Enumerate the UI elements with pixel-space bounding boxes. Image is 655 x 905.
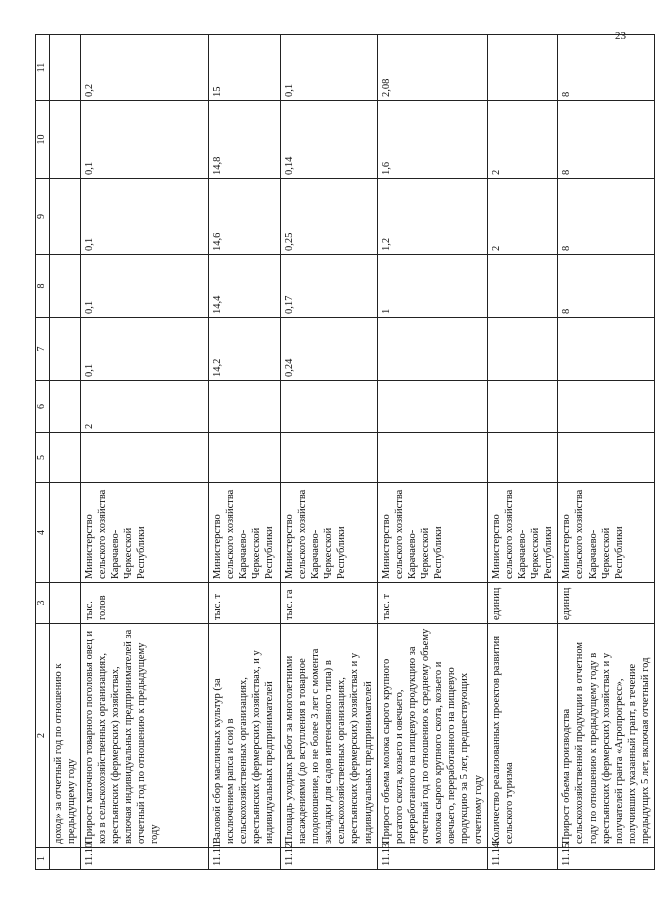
value-col6 <box>487 381 558 433</box>
value-col8: 0,17 <box>280 255 377 318</box>
value-col6: 2 <box>80 381 208 433</box>
header-cell: 9 <box>36 179 50 255</box>
row-id: 11.15 <box>558 848 655 870</box>
row-executor: Министерство сельского хозяйства Карачаево-Черкесской Республики <box>208 483 280 583</box>
value-col9: 0,1 <box>80 179 208 255</box>
header-cell: 1 <box>36 848 50 870</box>
table-row <box>558 35 655 870</box>
row-executor: Министерство сельского хозяйства Карачаево-Черкесской Республики <box>80 483 208 583</box>
value-col11: 15 <box>208 35 280 101</box>
cell-empty <box>49 433 80 483</box>
table-row <box>280 35 377 870</box>
header-cell: 10 <box>36 101 50 179</box>
rotated-table-wrapper <box>35 35 651 870</box>
value-col11 <box>487 35 558 101</box>
row-id: 11.14 <box>487 848 558 870</box>
table-row <box>80 35 208 870</box>
cell-empty <box>49 848 80 870</box>
row-name: Площадь уходных работ за многолетними насаждениями (до вступления в товарное плодоношение, но не более 3 лет с момента закладки для садов интенсивного типа) в сельскохозяйственных организациях, крестьянских (фермерских) хозяйствах и у индивидуальных предпринимателей <box>280 624 377 848</box>
value-col11: 8 <box>558 35 655 101</box>
value-col7: 0,24 <box>280 318 377 381</box>
value-col10: 8 <box>558 101 655 179</box>
value-col6 <box>377 381 487 433</box>
value-col9: 2 <box>487 179 558 255</box>
value-col10: 0,14 <box>280 101 377 179</box>
value-col9: 0,25 <box>280 179 377 255</box>
row-name: Прирост объема производства сельскохозяйственной продукции в отчетном году по отношению к предыдущему году в крестьянских (фермерских) хозяйствах и у получателей гранта «Агропрогресс», получивших указанный грант, в течение предыдущих 5 лет, включая отчетный год <box>558 624 655 848</box>
row-executor: Министерство сельского хозяйства Карачаево-Черкесской Республики <box>377 483 487 583</box>
value-col5 <box>280 433 377 483</box>
row-id: 11.10 <box>80 848 208 870</box>
indicators-table <box>35 34 655 870</box>
value-col7 <box>558 318 655 381</box>
value-col10: 2 <box>487 101 558 179</box>
row-unit: тыс. т <box>377 583 487 624</box>
header-cell: 5 <box>36 433 50 483</box>
value-col9: 8 <box>558 179 655 255</box>
value-col11: 2,08 <box>377 35 487 101</box>
value-col8: 8 <box>558 255 655 318</box>
header-cell: 2 <box>36 624 50 848</box>
value-col6 <box>280 381 377 433</box>
cell-empty <box>49 318 80 381</box>
value-col8: 14,4 <box>208 255 280 318</box>
header-cell: 6 <box>36 381 50 433</box>
table-row <box>487 35 558 870</box>
value-col8: 1 <box>377 255 487 318</box>
row-name: Прирост маточного товарного поголовья овец и коз в сельскохозяйственных организациях, крестьянских (фермерских) хозяйствах, включая индивидуальных предпринимателей за отчетный год по отношению к предыдущему году <box>80 624 208 848</box>
page-number: 23 <box>615 30 626 42</box>
value-col5 <box>80 433 208 483</box>
cell-empty <box>49 483 80 583</box>
value-col11: 0,1 <box>280 35 377 101</box>
value-col5 <box>558 433 655 483</box>
value-col6 <box>208 381 280 433</box>
value-col10: 14,8 <box>208 101 280 179</box>
value-col7: 14,2 <box>208 318 280 381</box>
value-col8 <box>487 255 558 318</box>
row-executor: Министерство сельского хозяйства Карачаево-Черкесской Республики <box>558 483 655 583</box>
value-col5 <box>487 433 558 483</box>
value-col10: 0,1 <box>80 101 208 179</box>
cell-empty <box>49 101 80 179</box>
value-col7 <box>487 318 558 381</box>
continuation-row <box>49 35 80 870</box>
row-id: 11.12 <box>280 848 377 870</box>
value-col10: 1,6 <box>377 101 487 179</box>
row-executor: Министерство сельского хозяйства Карачаево-Черкесской Республики <box>487 483 558 583</box>
continuation-text: доход» за отчетный год по отношению к предыдущему году <box>49 624 80 848</box>
value-col7: 0,1 <box>80 318 208 381</box>
cell-empty <box>49 583 80 624</box>
cell-empty <box>49 179 80 255</box>
row-unit: единиц <box>487 583 558 624</box>
row-unit: тыс. га <box>280 583 377 624</box>
table-row <box>377 35 487 870</box>
header-cell: 3 <box>36 583 50 624</box>
row-id: 11.11 <box>208 848 280 870</box>
value-col9: 1,2 <box>377 179 487 255</box>
cell-empty <box>49 35 80 101</box>
cell-empty <box>49 255 80 318</box>
value-col9: 14,6 <box>208 179 280 255</box>
header-row <box>36 35 50 870</box>
header-cell: 11 <box>36 35 50 101</box>
row-name: Количество реализованных проектов развития сельского туризма <box>487 624 558 848</box>
value-col7 <box>377 318 487 381</box>
row-name: Валовой сбор масличных культур (за исключением рапса и сои) в сельскохозяйственных организациях, крестьянских (фермерских) хозяйствах, и у индивидуальных предпринимателей <box>208 624 280 848</box>
value-col5 <box>377 433 487 483</box>
row-id: 11.13 <box>377 848 487 870</box>
row-unit: тыс. голов <box>80 583 208 624</box>
value-col11: 0,2 <box>80 35 208 101</box>
row-executor: Министерство сельского хозяйства Карачаево-Черкесской Республики <box>280 483 377 583</box>
table-row <box>208 35 280 870</box>
row-name: Прирост объема молока сырого крупного рогатого скота, козьего и овечьего, переработанного на пищевую продукцию за отчетный год по отношению к среднему объему молока сырого крупного скота, козьего и овечьего, переработанного на пищевую продукцию за 5 лет, предшествующих отчетному году <box>377 624 487 848</box>
value-col6 <box>558 381 655 433</box>
header-cell: 7 <box>36 318 50 381</box>
value-col8: 0,1 <box>80 255 208 318</box>
row-unit: единиц <box>558 583 655 624</box>
header-cell: 4 <box>36 483 50 583</box>
cell-empty <box>49 381 80 433</box>
value-col5 <box>208 433 280 483</box>
header-cell: 8 <box>36 255 50 318</box>
row-unit: тыс. т <box>208 583 280 624</box>
